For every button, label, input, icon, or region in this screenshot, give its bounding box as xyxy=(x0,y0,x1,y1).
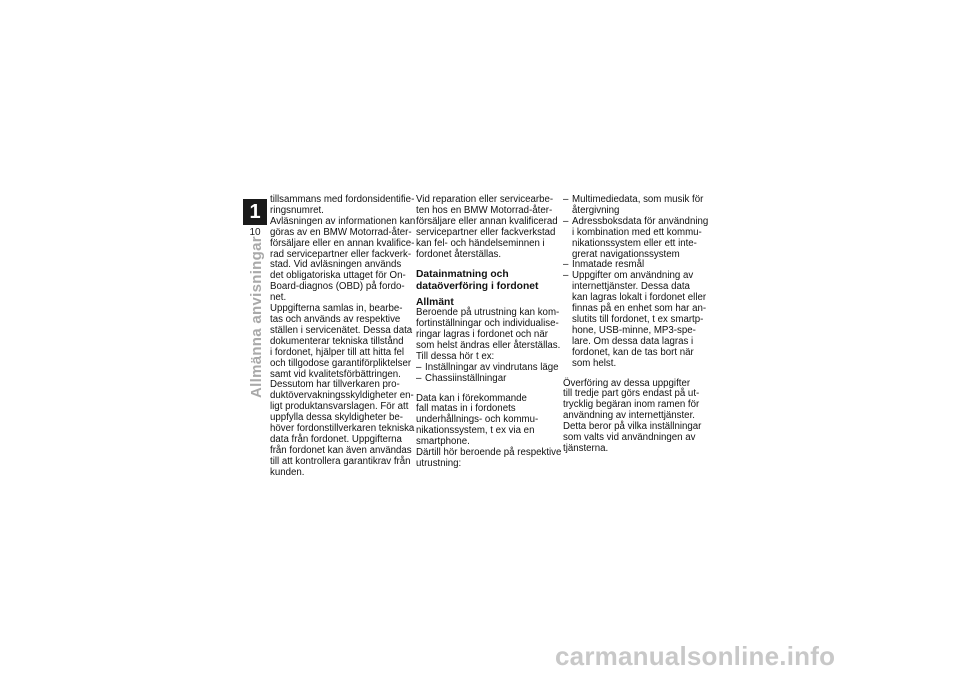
text-line: ligt produktansvarslagen. För att xyxy=(270,401,409,413)
list-item-text: Inställningar av vindrutans läge xyxy=(425,361,559,373)
list-item-text: i kombination med ett kommu- xyxy=(572,226,702,238)
text-line: servicepartner eller fackverkstad xyxy=(416,226,556,238)
dash-bullet: – xyxy=(563,215,569,227)
list-item-text: återgivning xyxy=(572,204,620,216)
dash-bullet: – xyxy=(416,361,422,373)
text-line: det obligatoriska uttaget för On- xyxy=(270,270,406,282)
chapter-number-badge: 1 xyxy=(243,199,267,225)
text-line: stad. Vid avläsningen används xyxy=(270,259,402,271)
text-line: Data kan i förekommande xyxy=(416,392,527,404)
list-item-text: Inmatade resmål xyxy=(572,259,645,271)
text-line: fall matas in i fordonets xyxy=(416,403,516,415)
text-column-2 xyxy=(416,194,562,470)
chapter-side-title: Allmänna anvisningar xyxy=(248,236,265,398)
text-line: som helst ändras eller återställas. xyxy=(416,339,561,351)
list-item-text: nikationssystem eller ett inte- xyxy=(572,237,697,249)
text-column-1 xyxy=(270,194,416,479)
list-item xyxy=(563,195,703,217)
text-line: Beroende på utrustning kan kom- xyxy=(416,307,560,319)
text-line: duktövervakningsskyldigheter en- xyxy=(270,390,414,402)
list-item-text: Uppgifter om användning av xyxy=(572,270,694,282)
text-column-3 xyxy=(563,194,709,455)
text-line: Till dessa hör t ex: xyxy=(416,350,495,362)
dash-bullet: – xyxy=(416,372,422,384)
list-item xyxy=(563,270,707,369)
text-line: trycklig begäran inom ramen för xyxy=(563,399,700,411)
text-line: data från fordonet. Uppgifterna xyxy=(270,433,402,445)
text-line: i fordonet, hjälper till att hitta fel xyxy=(270,346,405,358)
text-line: net. xyxy=(270,292,287,304)
text-line: uppfylla dessa skyldigheter be- xyxy=(270,412,404,424)
text-line: smartphone. xyxy=(416,436,470,448)
list-item-text: lare. Om dessa data lagras i xyxy=(572,335,694,347)
list-item-text: kan lagras lokalt i fordonet eller xyxy=(572,292,707,304)
text-line: underhållnings- och kommu- xyxy=(416,414,539,426)
subsection-heading: Allmänt xyxy=(416,296,454,308)
text-line: kunden. xyxy=(270,466,305,478)
text-line: till tredje part görs endast på ut- xyxy=(563,388,700,400)
list-item-text: slutits till fordonet, t ex smartp- xyxy=(572,313,704,325)
watermark-link[interactable]: carmanualsonline.info xyxy=(555,641,836,671)
text-line: Därtill hör beroende på respektive xyxy=(416,447,562,459)
text-line: samt vid kvalitetsförbättringen. xyxy=(270,368,401,380)
text-line: tjänsterna. xyxy=(563,442,609,454)
text-line: dokumenterar tekniska tillstånd xyxy=(270,335,404,347)
text-line: Dessutom har tillverkaren pro- xyxy=(270,379,400,391)
text-line: från fordonet kan även användas xyxy=(270,444,412,456)
section-heading: Datainmatning och xyxy=(416,269,509,281)
text-line: ställen i servicenätet. Dessa data xyxy=(270,324,413,336)
section-heading: dataöverföring i fordonet xyxy=(416,281,539,293)
dash-bullet: – xyxy=(563,259,569,271)
text-line: höver fordonstillverkaren tekniska xyxy=(270,423,415,435)
text-line: fortinställningar och individualise- xyxy=(416,318,559,330)
text-line: och tillgodose garantiförpliktelser xyxy=(270,357,412,369)
text-line: användning av internettjänster. xyxy=(563,410,695,422)
text-line: ten hos en BMW Motorrad-åter- xyxy=(416,204,553,216)
text-line: rad servicepartner eller fackverk- xyxy=(270,248,412,260)
dash-bullet: – xyxy=(563,194,569,205)
text-line: ringar lagras i fordonet och när xyxy=(416,329,548,341)
text-line: Board-diagnos (OBD) på fordo- xyxy=(270,281,405,293)
text-line: till att kontrollera garantikrav från xyxy=(270,455,411,467)
text-line: tillsammans med fordonsidentifie- xyxy=(270,194,415,205)
text-line: kan fel- och händelseminnen i xyxy=(416,237,545,249)
list-item-text: som helst. xyxy=(572,357,617,369)
text-line: Avläsningen av informationen kan xyxy=(270,215,416,227)
text-line: ringsnumret. xyxy=(270,204,324,216)
text-line: försäljare eller annan kvalificerad xyxy=(416,215,558,227)
list-item-text: internettjänster. Dessa data xyxy=(572,281,690,293)
list-item xyxy=(563,215,709,261)
text-line: tas och används av respektive xyxy=(270,313,401,325)
list-item-text: Multimediedata, som musik för xyxy=(572,194,704,205)
text-line: fordonet återställas. xyxy=(416,248,502,260)
text-line: Vid reparation eller servicearbe- xyxy=(416,194,554,205)
list-item-text: finnas på en enhet som har an- xyxy=(572,303,707,315)
list-item-text: Adressboksdata för användning xyxy=(572,215,709,227)
list-item-text: fordonet, kan de tas bort när xyxy=(572,346,694,358)
text-line: försäljare eller en annan kvalifice- xyxy=(270,237,415,249)
text-line: som valts vid användningen av xyxy=(563,432,696,444)
text-line: Detta beror på vilka inställningar xyxy=(563,421,702,433)
text-line: utrustning: xyxy=(416,458,462,469)
list-item-text: Chassiinställningar xyxy=(425,372,507,384)
text-line: Överföring av dessa uppgifter xyxy=(563,377,691,389)
text-line: Uppgifterna samlas in, bearbe- xyxy=(270,303,403,315)
list-item-text: grerat navigationssystem xyxy=(572,248,680,260)
list-item xyxy=(416,374,554,385)
page-number: 10 xyxy=(249,227,261,238)
list-item-text: hone, USB-minne, MP3-spe- xyxy=(572,324,696,336)
text-line: göras av en BMW Motorrad-åter- xyxy=(270,226,412,238)
dash-bullet: – xyxy=(563,270,569,282)
text-line: nikationssystem, t ex via en xyxy=(416,425,535,437)
